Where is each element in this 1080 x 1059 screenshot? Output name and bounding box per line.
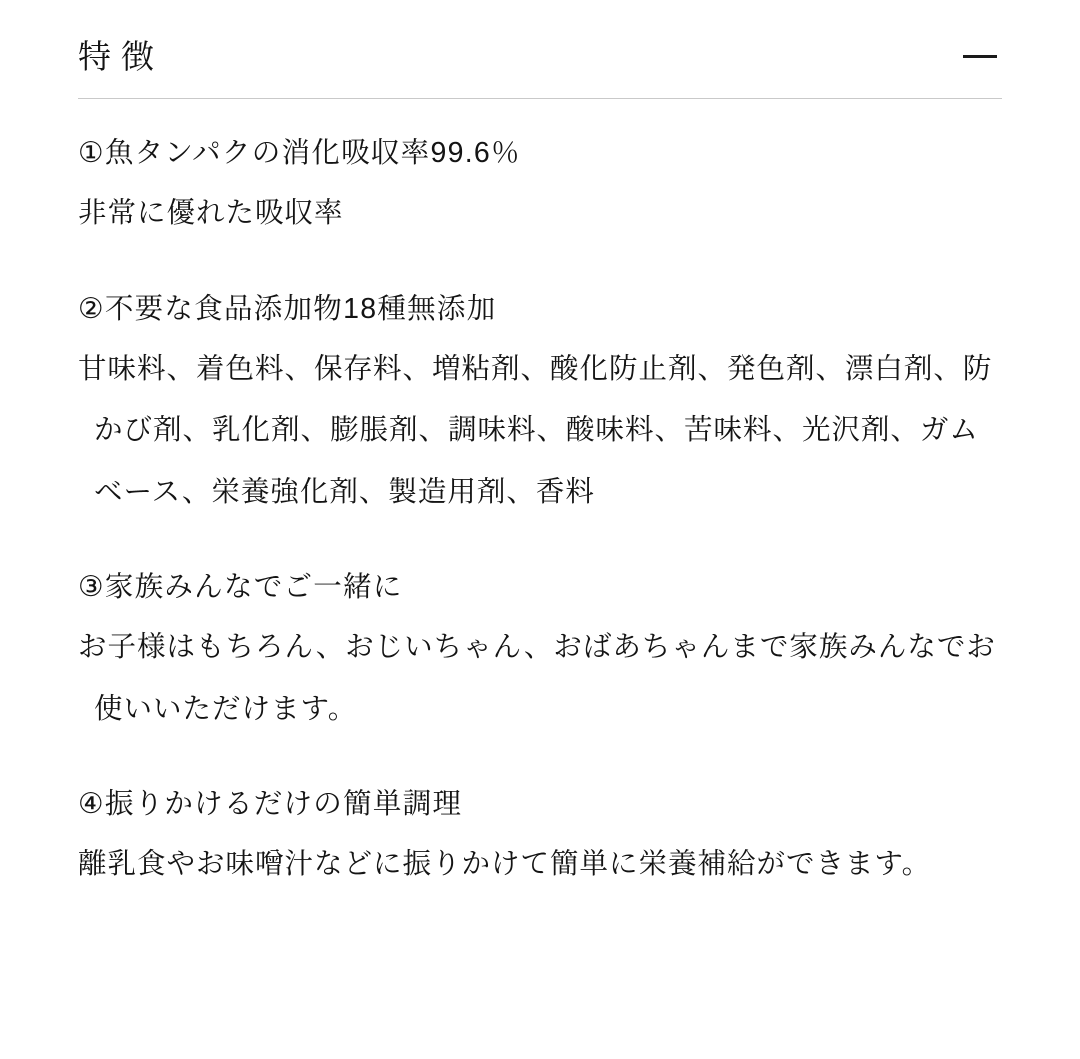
header-divider xyxy=(78,98,1002,99)
minus-icon-bar xyxy=(963,55,997,58)
section-header xyxy=(78,0,1002,98)
feature-description: 非常に優れた吸収率 xyxy=(78,197,344,230)
feature-heading: ④振りかけるだけの簡単調理 xyxy=(78,788,463,820)
feature-description: 離乳食やお味噌汁などに振りかけて簡単に栄養補給ができます。 xyxy=(78,848,932,881)
feature-heading: ②不要な食品添加物18種無添加 xyxy=(78,292,497,325)
feature-block xyxy=(78,289,1002,523)
feature-heading: ①魚タンパクの消化吸収率99.6％ xyxy=(78,137,521,169)
page-title: 特徴 xyxy=(78,37,164,75)
feature-block xyxy=(78,133,1002,245)
feature-block xyxy=(78,784,1002,896)
minus-icon[interactable] xyxy=(958,34,1002,78)
feature-block xyxy=(78,567,1002,740)
feature-description: 甘味料、着色料、保存料、増粘剤、酸化防止剤、発色剤、漂白剤、防かび剤、乳化剤、膨脹剤、調味料、酸味料、苦味料、光沢剤、ガムベース、栄養強化剤、製造用剤、香料 xyxy=(78,353,993,508)
feature-heading: ③家族みんなでご一緒に xyxy=(78,571,403,603)
feature-description: お子様はもちろん、おじいちゃん、おばあちゃんまで家族みんなでお使いいただけます。 xyxy=(78,631,996,725)
